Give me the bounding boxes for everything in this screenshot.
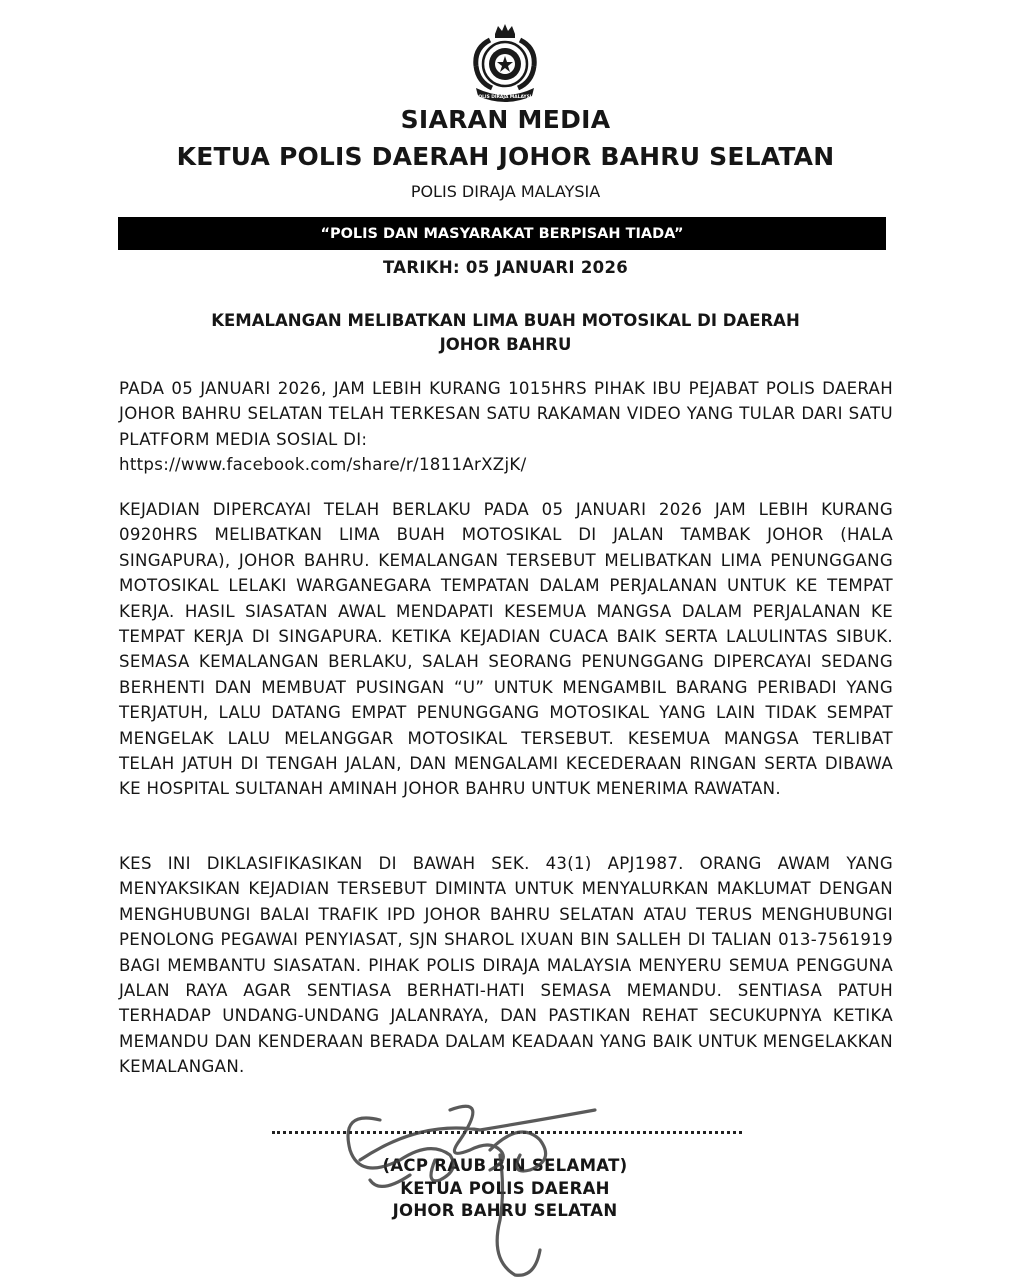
signatory-title-1: KETUA POLIS DAERAH [400,1179,610,1198]
subject-line-2: JOHOR BAHRU [439,335,572,354]
video-link[interactable]: https://www.facebook.com/share/r/1811ArXZjK/ [119,455,527,475]
subject-line-1: KEMALANGAN MELIBATKAN LIMA BUAH MOTOSIKAL DI DAERAH [211,311,800,330]
office-title: KETUA POLIS DAERAH JOHOR BAHRU SELATAN [176,142,835,171]
release-date: TARIKH: 05 JANUARI 2026 [382,258,629,277]
motto-banner [118,217,886,250]
signatory-title-2: JOHOR BAHRU SELATAN [392,1201,618,1220]
paragraph-1-text: PADA 05 JANUARI 2026, JAM LEBIH KURANG 1015HRS PIHAK IBU PEJABAT POLIS DAERAH JOHOR BAHRU SELATAN TELAH TERKESAN SATU RAKAMAN VIDEO YANG TULAR DARI SATU PLATFORM MEDIA SOSIAL DI: [119,379,893,449]
paragraph-3: KES INI DIKLASIFIKASIKAN DI BAWAH SEK. 43(1) APJ1987. ORANG AWAM YANG MENYAKSIKAN KEJADIAN TERSEBUT DIMINTA UNTUK MENYALURKAN MAKLUMAT DENGAN MENGHUBUNGI BALAI TRAFIK IPD JOHOR BAHRU SELATAN ATAU TERUS MENGHUBUNGI PENOLONG PEGAWAI PENYIASAT, SJN SHAROL IXUAN BIN SALLEH DI TALIAN 013-7561919 BAGI MEMBANTU SIASATAN. PIHAK POLIS DIRAJA MALAYSIA MENYERU SEMUA PENGGUNA JALAN RAYA AGAR SENTIASA BERHATI-HATI SEMASA MEMANDU. SENTIASA PATUH TERHADAP UNDANG-UNDANG JALANRAYA, DAN PASTIKAN REHAT SECUKUPNYA KETIKA MEMANDU DAN KENDERAAN BERADA DALAM KEADAAN YANG BAIK UNTUK MENGELAKKAN KEMALANGAN. [119,854,893,1077]
subject-heading [0,309,1011,357]
organization-name: POLIS DIRAJA MALAYSIA [410,182,601,201]
page-title: SIARAN MEDIA [400,105,611,134]
paragraph-2: KEJADIAN DIPERCAYAI TELAH BERLAKU PADA 05 JANUARI 2026 JAM LEBIH KURANG 0920HRS MELIBATKAN LIMA BUAH MOTOSIKAL DI JALAN TAMBAK JOHOR (HALA SINGAPURA), JOHOR BAHRU. KEMALANGAN TERSEBUT MELIBATKAN LIMA PENUNGGANG MOTOSIKAL LELAKI WARGANEGARA TEMPATAN DALAM PERJALANAN UNTUK KE TEMPAT KERJA. HASIL SIASATAN AWAL MENDAPATI KESEMUA MANGSA DALAM PERJALANAN KE TEMPAT KERJA DI SINGAPURA. KETIKA KEJADIAN CUACA BAIK SERTA LALULINTAS SIBUK. SEMASA KEMALANGAN BERLAKU, SALAH SEORANG PENUNGGANG DIPERCAYAI SEDANG BERHENTI DAN MEMBUAT PUSINGAN “U” UNTUK MENGAMBIL BARANG PERIBADI YANG TERJATUH, LALU DATANG EMPAT PENUNGGANG MOTOSIKAL YANG LAIN TIDAK SEMPAT MENGELAK LALU MELANGGAR MOTOSIKAL TERSEBUT. KESEMUA MANGSA TERLIBAT TELAH JATUH DI TENGAH JALAN, DAN MENGALAMI KECEDERAAN RINGAN SERTA DIBAWA KE HOSPITAL SULTANAH AMINAH JOHOR BAHRU UNTUK MENERIMA RAWATAN. [119,500,893,799]
paragraph-1 [119,376,893,478]
handwritten-signature-icon [340,1100,610,1280]
signatory-name: (ACP RAUB BIN SELAMAT) [382,1156,628,1175]
svg-text:POLIS DIRAJA MALAYSIA: POLIS DIRAJA MALAYSIA [475,95,535,100]
police-crest-icon [462,20,548,106]
motto-text: “POLIS DAN MASYARAKAT BERPISAH TIADA” [320,225,684,242]
